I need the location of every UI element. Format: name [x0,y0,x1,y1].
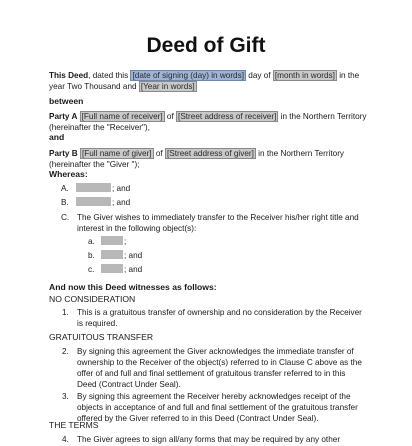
clause-4-number: 4. [62,435,69,444]
object-c [101,264,142,275]
whereas-b-suffix: ; and [112,198,131,207]
whereas-item-a [76,183,130,194]
object-a [101,236,126,247]
clause-4-text: The Giver agrees to sign all/any forms that may be required by any other [77,435,341,444]
clause-3-number: 3. [62,392,69,401]
date-field[interactable]: [date of signing (day) in words] [132,71,244,80]
section-terms: THE TERMS [49,420,99,430]
clause-2-text: By signing this agreement the Giver acknowledges the immediate transfer of ownership to the Receiver of the object(s) referred to in Clause C above as the offer of and full and final settlement of gratuitous transfer referred to in this Deed (Contract Under Seal). [77,347,362,389]
party-a-text-1: of [164,112,177,121]
party-b-text-2: in the Northern Territory (hereinafter the "Giver "); [49,149,345,169]
receiver-address-field[interactable]: [Street address of receiver] [178,112,277,121]
party-b-paragraph [49,148,369,170]
whereas-item-c-text: The Giver wishes to immediately transfer to the Receiver his/her right title and interest in the following object(s): [77,213,359,233]
intro-text-1: , dated this [88,71,131,80]
intro-text-2: day of [245,71,273,80]
witness-heading: And now this Deed witnesses as follows: [49,282,217,292]
object-a-blank-field[interactable] [101,236,123,245]
object-c-label: c. [88,265,95,274]
object-b-label: b. [88,251,95,260]
giver-name-field[interactable]: [Full name of giver] [81,149,152,158]
whereas-item-c-label: C. [61,213,70,222]
object-c-blank-field[interactable] [101,264,123,273]
party-b-text-1: of [153,149,165,158]
intro-paragraph [49,70,369,92]
party-a-lead: Party A [49,112,78,121]
whereas-item-b [76,197,130,208]
receiver-name-field[interactable]: [Full name of receiver] [81,112,163,121]
object-a-label: a. [88,237,95,246]
object-b [101,250,142,261]
clause-3-text: By signing this agreement the Receiver hereby acknowledges receipt of the objects in acceptance of and full and final settlement of the gratuitous transfer offered by the Giver referred to in this Deed (Contract Under Seal). [77,392,358,423]
whereas-item-a-label: A. [61,184,69,193]
section-gratuitous-transfer: GRATUITOUS TRANSFER [49,332,154,342]
whereas-a-suffix: ; and [112,184,131,193]
month-field[interactable]: [month in words] [274,71,335,80]
party-a-paragraph [49,111,369,133]
whereas-item-b-label: B. [61,198,69,207]
whereas-label: Whereas: [49,169,88,179]
object-c-suffix: ; and [124,265,143,274]
clause-1-number: 1. [62,308,69,317]
object-b-suffix: ; and [124,251,143,260]
whereas-b-blank-field[interactable] [76,197,111,206]
object-b-blank-field[interactable] [101,250,123,259]
section-no-consideration: NO CONSIDERATION [49,294,136,304]
intro-lead: This Deed [49,71,89,80]
intro-text-3: in the year Two Thousand and [49,71,360,91]
whereas-a-blank-field[interactable] [76,183,111,192]
document-title: Deed of Gift [146,34,266,57]
object-a-suffix: ; [124,237,127,246]
party-a-text-2: in the Northern Territory (hereinafter the "Receiver"), [49,112,367,132]
giver-address-field[interactable]: [Street address of giver] [166,149,254,158]
and-label: and [49,132,65,142]
year-field[interactable]: [Year in words] [140,82,195,91]
clause-2-number: 2. [62,347,69,356]
between-label: between [49,96,84,106]
clause-1-text: This is a gratuitous transfer of ownership and no consideration by the Receiver is required. [77,308,362,328]
party-b-lead: Party B [49,149,78,158]
